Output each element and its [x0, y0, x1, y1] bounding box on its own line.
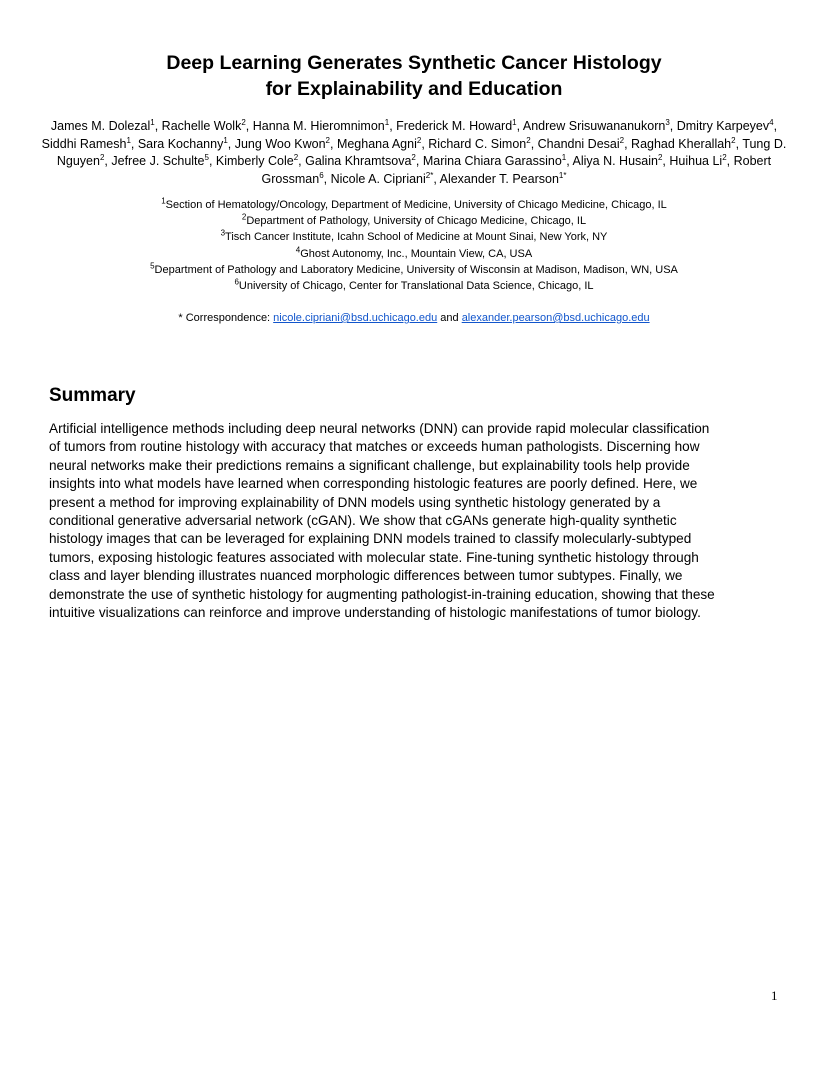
affiliation-number: 6 [234, 277, 239, 287]
summary-line: of tumors from routine histology with accuracy that matches or exceeds human pathologists. Discerning how [49, 439, 700, 455]
correspondence-line [0, 310, 828, 326]
summary-line: intuitive visualizations can reinforce and improve understanding of histologic manifestations of tumor biology. [49, 605, 701, 621]
author-affiliation-marker: 2 [722, 152, 727, 162]
author-separator: , [735, 136, 743, 151]
affiliation-number: 5 [150, 261, 155, 271]
author-affiliation-marker: 2 [731, 135, 736, 145]
author-affiliation-marker: 2 [526, 135, 531, 145]
author-separator: , [130, 136, 138, 151]
author-affiliation-marker: 1 [384, 117, 390, 127]
author-separator: , [389, 119, 397, 133]
affiliation-item [0, 278, 828, 294]
correspondence-conjunction: and [437, 312, 462, 324]
author-name: Kimberly Cole [215, 154, 294, 168]
affiliation-number: 3 [220, 228, 226, 238]
author-name: Jefree J. Schulte [111, 154, 205, 168]
author-separator: , [104, 154, 112, 168]
author-name: Aliya N. Husain [572, 154, 658, 168]
author-affiliation-marker: 1 [561, 152, 567, 162]
author-affiliation-marker: 1 [126, 135, 131, 145]
author-name: Richard C. Simon [428, 136, 527, 151]
affiliation-text: Ghost Autonomy, Inc., Mountain View, CA, USA [300, 247, 533, 260]
paper-title [0, 50, 828, 102]
summary-line: insights into what models have learned when corresponding histologic features are poorly defined. Here, we [49, 476, 698, 492]
author-name: Hanna M. Hieromnimon [252, 119, 385, 133]
author-name: Robert Grossman [261, 154, 772, 186]
author-name: Jung Woo Kwon [234, 136, 326, 151]
author-affiliation-marker: 1 [150, 117, 155, 127]
summary-line: Artificial intelligence methods including deep neural networks (DNN) can provide rapid molecular classification [49, 421, 710, 436]
summary-paragraph [49, 420, 781, 622]
author-name: Alexander T. Pearson [439, 171, 559, 186]
author-affiliation-marker: 1* [558, 170, 567, 180]
affiliation-item [0, 262, 828, 278]
summary-line: tumors, exposing histologic features associated with molecular state. Fine-tuning synthetic histology through [49, 549, 699, 565]
author-separator: , [662, 154, 670, 168]
summary-line: histology images that can be leveraged for explaining DNN models trained to classify molecularly-subtyped [49, 531, 692, 547]
author-affiliation-marker: 2 [619, 135, 625, 145]
author-separator: , [624, 136, 632, 151]
affiliation-text: Department of Pathology and Laboratory Medicine, University of Wisconsin at Madison, Madison, WN, USA [154, 263, 678, 276]
author-separator: , [566, 154, 573, 168]
author-name: Nicole A. Cipriani [330, 171, 426, 186]
author-name: Tung D. Nguyen [56, 136, 787, 168]
affiliation-item [0, 246, 828, 262]
summary-line: class and layer blending illustrates nuanced morphologic differences between tumor subtypes. Finally, we [49, 568, 683, 584]
author-name: Marina Chiara Garassino [422, 154, 562, 168]
affiliation-number: 1 [161, 196, 166, 206]
author-affiliation-marker: 4 [769, 117, 774, 127]
page-number: 1 [771, 988, 778, 1003]
author-separator: , [323, 171, 331, 186]
author-separator: , [415, 154, 423, 168]
author-affiliation-marker: 2 [657, 152, 663, 162]
author-separator: , [227, 136, 235, 151]
author-affiliation-marker: 1 [223, 135, 228, 145]
author-name: James M. Dolezal [50, 119, 151, 133]
author-name: Chandni Desai [537, 136, 620, 151]
correspondence-email-cipriani[interactable]: nicole.cipriani@bsd.uchicago.edu [273, 312, 438, 324]
author-affiliation-marker: 5 [204, 152, 209, 162]
author-affiliation-marker: 2 [325, 135, 330, 145]
affiliation-number: 2 [241, 212, 247, 222]
author-separator: , [208, 154, 216, 168]
author-separator: , [669, 119, 677, 133]
affiliation-item [0, 213, 828, 229]
affiliation-text: University of Chicago, Center for Translational Data Science, Chicago, IL [238, 280, 594, 293]
author-affiliation-marker: 2* [425, 170, 434, 180]
correspondence-prefix: * Correspondence: [178, 312, 274, 324]
title-line-1: Deep Learning Generates Synthetic Cancer Histology [166, 52, 662, 74]
summary-line: conditional generative adversarial network (cGAN). We show that cGANs generate high-quality synthetic [49, 513, 677, 529]
author-name: Siddhi Ramesh [41, 136, 127, 151]
correspondence-email-pearson[interactable]: alexander.pearson@bsd.uchicago.edu [461, 312, 650, 324]
affiliation-text: Tisch Cancer Institute, Icahn School of Medicine at Mount Sinai, New York, NY [225, 231, 608, 244]
author-affiliation-marker: 6 [319, 170, 324, 180]
affiliation-number: 4 [295, 244, 301, 254]
author-separator: , [773, 119, 778, 133]
affiliation-item [0, 197, 828, 213]
author-name: Rachelle Wolk [161, 119, 242, 133]
author-name: Sara Kochanny [137, 136, 224, 151]
author-name: Huihua Li [669, 154, 723, 168]
summary-line: present a method for improving explainability of DNN models using synthetic histology generated by a [49, 494, 661, 510]
author-list [40, 118, 788, 188]
affiliation-item [0, 229, 828, 245]
author-separator: , [298, 154, 306, 168]
author-separator: , [245, 119, 253, 133]
author-name: Raghad Kherallah [631, 136, 732, 151]
author-separator: , [154, 119, 162, 133]
author-affiliation-marker: 1 [512, 117, 517, 127]
author-name: Meghana Agni [336, 136, 417, 151]
affiliation-list [0, 197, 828, 294]
author-separator: , [329, 136, 337, 151]
author-name: Dmitry Karpeyev [676, 119, 770, 133]
author-affiliation-marker: 2 [411, 152, 416, 162]
author-separator: , [433, 171, 440, 186]
affiliation-text: Section of Hematology/Oncology, Department of Medicine, University of Chicago Medicine, Chicago, IL [165, 199, 667, 211]
summary-heading: Summary [49, 385, 136, 406]
affiliation-text: Department of Pathology, University of Chicago Medicine, Chicago, IL [246, 215, 587, 228]
author-separator: , [516, 119, 523, 133]
author-separator: , [726, 154, 734, 168]
summary-line: neural networks make their predictions remains a significant challenge, but explainability tools help provide [49, 457, 690, 473]
title-line-2: for Explainability and Education [265, 78, 563, 100]
author-name: Frederick M. Howard [396, 119, 513, 133]
author-name: Galina Khramtsova [305, 154, 412, 168]
author-affiliation-marker: 2 [99, 152, 105, 162]
summary-line: demonstrate the use of synthetic histology for augmenting pathologist-in-training education, showing that these [49, 586, 715, 602]
author-name: Andrew Srisuwananukorn [522, 119, 666, 133]
author-separator: , [530, 136, 538, 151]
author-affiliation-marker: 2 [416, 135, 422, 145]
author-affiliation-marker: 2 [241, 117, 246, 127]
author-separator: , [421, 136, 429, 151]
author-affiliation-marker: 2 [293, 152, 299, 162]
author-affiliation-marker: 3 [665, 117, 670, 127]
